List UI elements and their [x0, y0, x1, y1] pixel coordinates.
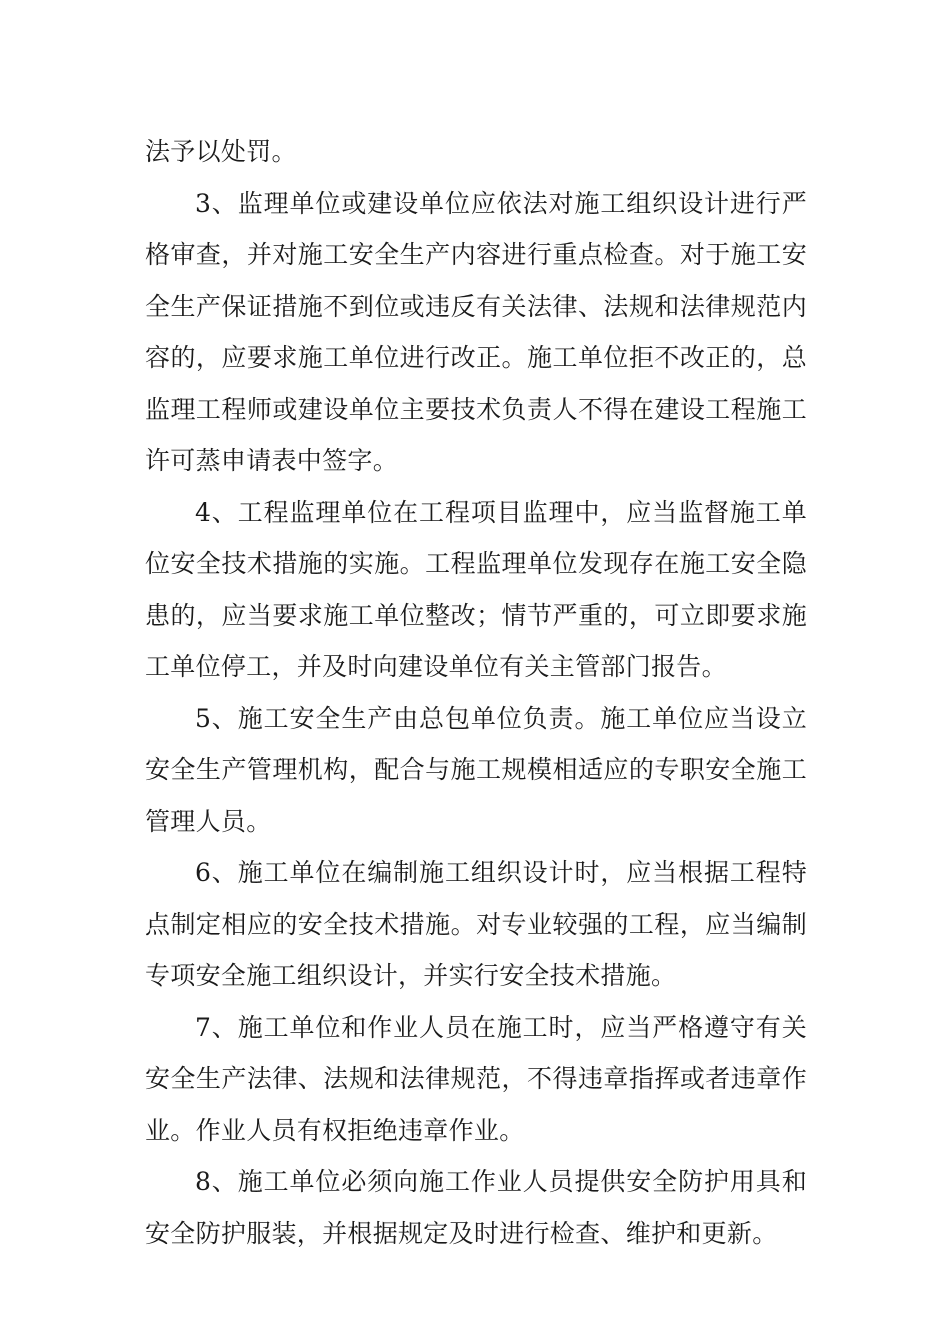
paragraph-continuation: 法予以处罚。 [145, 137, 297, 166]
paragraph-item-3: 3、监理单位或建设单位应依法对施工组织设计进行严格审查，并对施工安全生产内容进行重点检查。对于施工安全生产保证措施不到位或违反有关法律、法规和法律规范内容的，应要求施工单位进行改正。施工单位拒不改正的，总监理工程师或建设单位主要技术负责人不得在建设工程施工许可蒸申请表中签字。 [145, 188, 807, 475]
paragraph-item-4: 4、工程监理单位在工程项目监理中，应当监督施工单位安全技术措施的实施。工程监理单位发现存在施工安全隐患的，应当要求施工单位整改；情节严重的，可立即要求施工单位停工，并及时向建设单位有关主管部门报告。 [145, 497, 807, 681]
paragraph-item-6: 6、施工单位在编制施工组织设计时，应当根据工程特点制定相应的安全技术措施。对专业较强的工程，应当编制专项安全施工组织设计，并实行安全技术措施。 [145, 858, 807, 990]
paragraph-item-8: 8、施工单位必须向施工作业人员提供安全防护用具和安全防护服装，并根据规定及时进行检查、维护和更新。 [145, 1167, 807, 1248]
paragraph-item-5: 5、施工安全生产由总包单位负责。施工单位应当设立安全生产管理机构，配合与施工规模相适应的专职安全施工管理人员。 [145, 703, 807, 836]
paragraph-item-7: 7、施工单位和作业人员在施工时，应当严格遵守有关安全生产法律、法规和法律规范，不得违章指挥或者违章作业。作业人员有权拒绝违章作业。 [145, 1012, 807, 1145]
document-body [145, 126, 807, 1259]
